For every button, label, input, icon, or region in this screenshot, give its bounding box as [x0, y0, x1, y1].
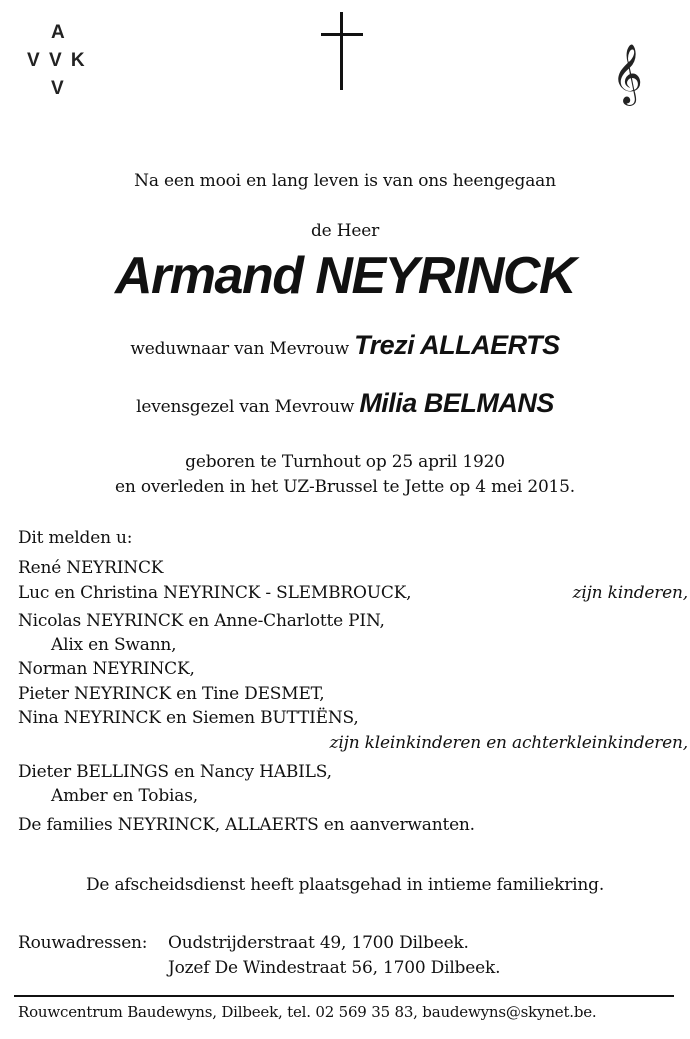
address-line: Jozef De Windestraat 56, 1700 Dilbeek. [168, 958, 501, 978]
children-label: zijn kinderen, [572, 583, 688, 603]
relation-prefix: weduwnaar van Mevrouw [130, 339, 349, 359]
address-label: Rouwadressen: [18, 933, 148, 953]
service-text: De afscheidsdienst heeft plaatsgehad in intieme familiekring. [85, 875, 605, 895]
announce-line: Dit melden u: [18, 528, 133, 548]
relation-prefix: levensgezel van Mevrouw [136, 397, 355, 417]
partner-name: Milia BELMANS [359, 388, 554, 418]
family-line: Alix en Swann, [51, 635, 177, 655]
family-line: Nina NEYRINCK en Siemen BUTTIËNS, [18, 708, 359, 728]
family-line: Luc en Christina NEYRINCK - SLEMBROUCK, [18, 583, 412, 603]
death-line: en overleden in het UZ-Brussel te Jette op 4 mei 2015. [115, 477, 575, 497]
family-line: Dieter BELLINGS en Nancy HABILS, [18, 762, 332, 782]
honorific: de Heer [310, 221, 380, 241]
address-line: Oudstrijderstraat 49, 1700 Dilbeek. [168, 933, 469, 953]
family-line: Pieter NEYRINCK en Tine DESMET, [18, 684, 325, 704]
treble-clef-icon: 𝄞 [612, 44, 643, 104]
logo-middle-letters: V V K [27, 50, 87, 71]
footer-divider [14, 995, 674, 997]
logo-top-letter: A [51, 22, 65, 43]
deceased-name: Armand NEYRINCK [115, 247, 575, 305]
family-line: Nicolas NEYRINCK en Anne-Charlotte PIN, [18, 611, 385, 631]
logo-bottom-letter: V [51, 78, 64, 99]
grandchildren-label: zijn kleinkinderen en achterkleinkinderen, [329, 733, 688, 753]
avvk-logo [27, 22, 93, 102]
footer-text: Rouwcentrum Baudewyns, Dilbeek, tel. 02 569 35 83, baudewyns@skynet.be. [18, 1003, 597, 1021]
family-line: Norman NEYRINCK, [18, 659, 195, 679]
family-line: René NEYRINCK [18, 558, 164, 578]
spouse-name: Trezi ALLAERTS [354, 330, 560, 360]
family-line: De families NEYRINCK, ALLAERTS en aanverwanten. [18, 815, 475, 835]
family-line: Amber en Tobias, [51, 786, 198, 806]
relation-widower [0, 330, 690, 361]
birth-line: geboren te Turnhout op 25 april 1920 [185, 452, 505, 472]
relation-partner [0, 388, 690, 419]
intro-text: Na een mooi en lang leven is van ons heengegaan [134, 171, 556, 191]
